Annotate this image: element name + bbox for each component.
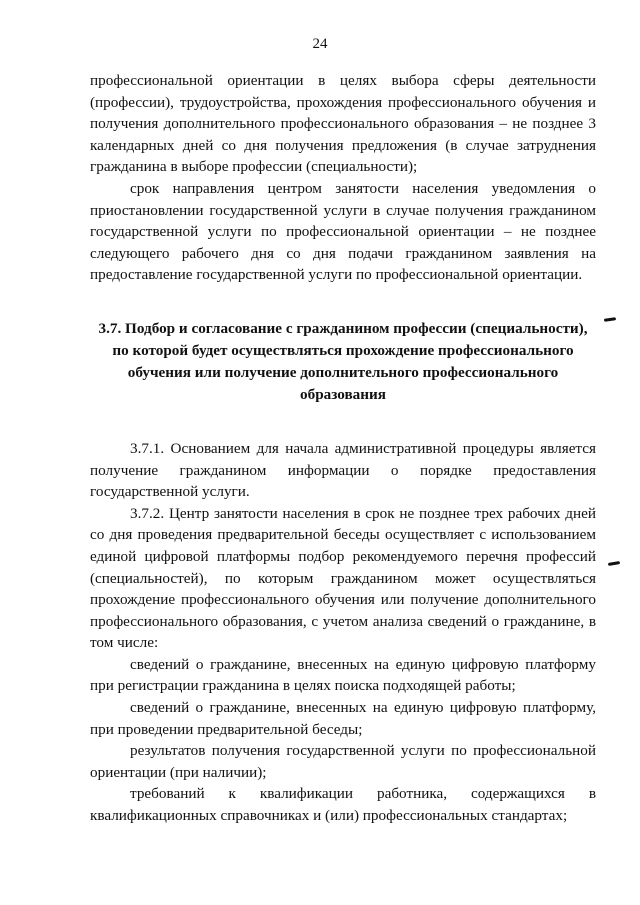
margin-mark	[604, 317, 616, 322]
paragraph: профессиональной ориентации в целях выбора сферы деятельности (профессии), трудоустройства, прохождения профессионального обучения и получения дополнительного профессионального образования – не позднее 3 календарных дней со дня получения предложения (в случае затруднения гражданина в выборе профессии (специальности);	[90, 72, 596, 176]
section-heading: 3.7. Подбор и согласование с гражданином профессии (специальности), по которой будет осуществляться прохождение профессионального обучения или получение дополнительного профессионального образования	[98, 319, 588, 403]
list-item: сведений о гражданине, внесенных на единую цифровую платформу, при проведении предварительной беседы;	[90, 699, 596, 738]
document-body	[90, 70, 596, 827]
margin-mark	[608, 561, 620, 566]
paragraph: 3.7.1. Основанием для начала административной процедуры является получение гражданином информации о порядке предоставления государственной услуги.	[90, 439, 596, 501]
list-item: сведений о гражданине, внесенных на единую цифровую платформу при регистрации гражданина в целях поиска подходящей работы;	[90, 655, 596, 695]
list-item: требований к квалификации работника, содержащихся в квалификационных справочниках и (или) профессиональных стандартах;	[90, 785, 596, 825]
page-number: 24	[312, 36, 328, 52]
paragraph: 3.7.2. Центр занятости населения в срок не позднее трех рабочих дней со дня проведения предварительной беседы осуществляет с использованием единой цифровой платформы подбор рекомендуемого перечня профессий (специальностей), по которым гражданином может осуществляться прохождение профессионального обучения или получение дополнительного профессионального образования, с учетом анализа сведений о гражданине, в том числе:	[90, 504, 596, 652]
list-item: результатов получения государственной услуги по профессиональной ориентации (при наличии);	[90, 742, 596, 781]
paragraph: срок направления центром занятости населения уведомления о приостановлении государственной услуги в случае получения гражданином государственной услуги по профессиональной ориентации – не позднее следующего рабочего дня со дня подачи гражданином заявления на предоставление государственной услуги по профессиональной ориентации.	[90, 179, 596, 284]
